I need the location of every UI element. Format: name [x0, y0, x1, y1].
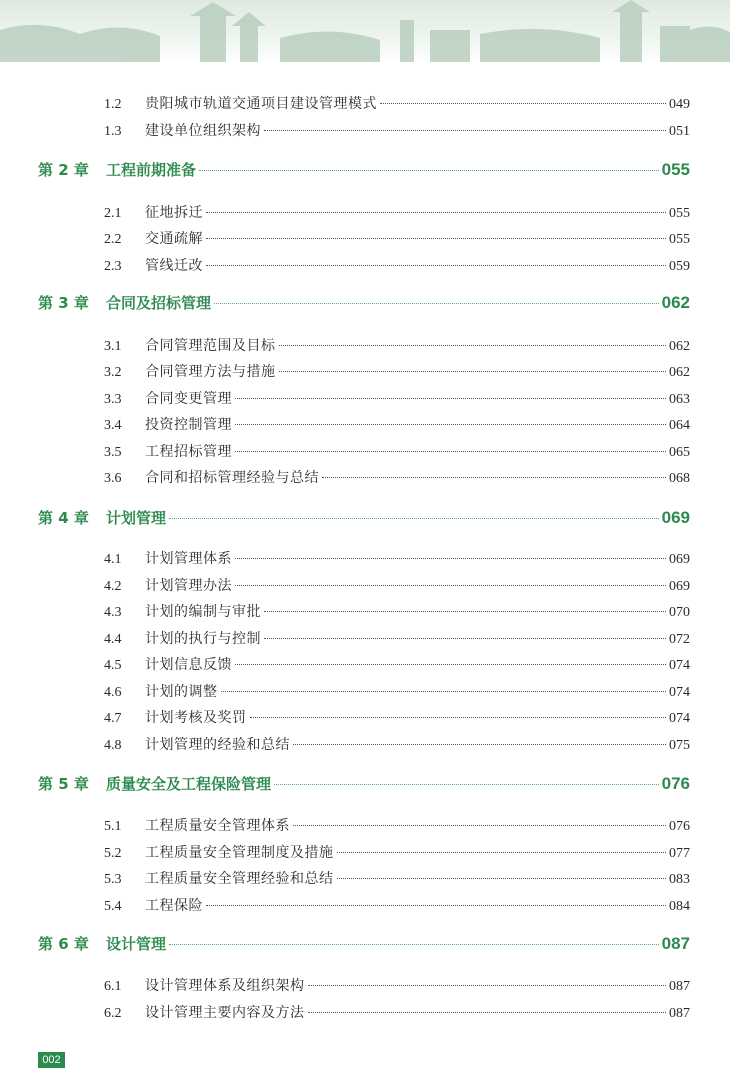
page-number: 077	[669, 846, 690, 861]
dot-leader	[206, 905, 666, 906]
dot-leader	[322, 477, 666, 478]
section-title: 计划管理办法	[145, 578, 232, 594]
page-number: 059	[669, 259, 690, 274]
dot-leader	[293, 744, 666, 745]
page-number: 062	[669, 339, 690, 354]
section-title: 设计管理体系及组织架构	[145, 978, 305, 994]
toc-entry-5-3[interactable]	[104, 868, 690, 888]
chapter-title: 设计管理	[106, 935, 167, 953]
section-number: 4.5	[104, 658, 122, 673]
page-number: 069	[669, 552, 690, 567]
section-title: 征地拆迁	[145, 205, 203, 221]
section-title: 贵阳城市轨道交通项目建设管理模式	[145, 96, 377, 112]
dot-leader	[250, 717, 667, 718]
section-number: 4.6	[104, 685, 122, 700]
section-number: 2.1	[104, 206, 122, 221]
dot-leader	[235, 451, 666, 452]
chapter-page-number: 076	[661, 774, 690, 793]
section-title: 建设单位组织架构	[145, 123, 261, 139]
section-title: 工程招标管理	[145, 444, 232, 460]
chapter-title: 质量安全及工程保险管理	[106, 775, 272, 793]
toc-chapter-4[interactable]	[38, 507, 690, 528]
toc-entry-5-4[interactable]	[104, 895, 690, 915]
section-title: 投资控制管理	[145, 417, 232, 433]
dot-leader	[279, 371, 667, 372]
page-number: 074	[669, 658, 690, 673]
dot-leader	[293, 825, 666, 826]
chapter-page-number: 069	[661, 508, 690, 527]
section-number: 5.3	[104, 872, 122, 887]
footer-page-number: 002	[38, 1052, 65, 1068]
section-title: 计划信息反馈	[145, 657, 232, 673]
section-number: 3.4	[104, 418, 122, 433]
dot-leader	[380, 103, 666, 104]
dot-leader	[235, 664, 666, 665]
chapter-page-number: 087	[661, 934, 690, 953]
chapter-title: 工程前期准备	[106, 161, 197, 179]
section-title: 管线迁改	[145, 258, 203, 274]
toc-chapter-3[interactable]	[38, 292, 690, 313]
section-number: 3.3	[104, 392, 122, 407]
section-title: 合同管理范围及目标	[145, 338, 276, 354]
chapter-label: 第 3 章	[38, 294, 89, 312]
toc-entry-2-1[interactable]	[104, 202, 690, 222]
toc-entry-1-2[interactable]	[104, 93, 690, 113]
toc-entry-2-3[interactable]	[104, 255, 690, 275]
toc-entry-3-3[interactable]	[104, 388, 690, 408]
section-number: 2.2	[104, 232, 122, 247]
dot-leader	[169, 944, 659, 945]
toc-chapter-6[interactable]	[38, 933, 690, 954]
chapter-label: 第 6 章	[38, 935, 89, 953]
toc-entry-5-1[interactable]	[104, 815, 690, 835]
page-number: 051	[669, 124, 690, 139]
dot-leader	[235, 398, 666, 399]
page-number: 070	[669, 605, 690, 620]
page-number: 063	[669, 392, 690, 407]
page-number: 068	[669, 471, 690, 486]
page-number: 049	[669, 97, 690, 112]
toc-entry-4-1[interactable]	[104, 548, 690, 568]
section-number: 2.3	[104, 259, 122, 274]
section-number: 4.3	[104, 605, 122, 620]
section-title: 合同和招标管理经验与总结	[145, 470, 319, 486]
section-number: 3.6	[104, 471, 122, 486]
dot-leader	[264, 130, 666, 131]
section-number: 5.4	[104, 899, 122, 914]
page-number: 064	[669, 418, 690, 433]
toc-entry-6-2[interactable]	[104, 1002, 690, 1022]
section-number: 6.1	[104, 979, 122, 994]
page-number: 087	[669, 979, 690, 994]
section-number: 4.2	[104, 579, 122, 594]
dot-leader	[221, 691, 667, 692]
dot-leader	[206, 265, 666, 266]
section-title: 计划考核及奖罚	[145, 710, 247, 726]
section-number: 1.2	[104, 97, 122, 112]
page-number: 072	[669, 632, 690, 647]
page-number: 074	[669, 711, 690, 726]
section-number: 4.7	[104, 711, 122, 726]
section-number: 3.2	[104, 365, 122, 380]
section-number: 5.1	[104, 819, 122, 834]
section-number: 3.5	[104, 445, 122, 460]
section-title: 工程质量安全管理体系	[145, 818, 290, 834]
dot-leader	[235, 585, 666, 586]
toc-entry-3-5[interactable]	[104, 441, 690, 461]
toc-chapter-2[interactable]	[38, 159, 690, 180]
toc-entry-1-3[interactable]	[104, 120, 690, 140]
section-title: 计划的调整	[145, 684, 218, 700]
toc-entry-4-7[interactable]	[104, 707, 690, 727]
section-title: 交通疏解	[145, 231, 203, 247]
toc-entry-4-3[interactable]	[104, 601, 690, 621]
section-number: 4.4	[104, 632, 122, 647]
page-number: 076	[669, 819, 690, 834]
dot-leader	[308, 985, 667, 986]
page-number: 084	[669, 899, 690, 914]
dot-leader	[235, 424, 666, 425]
dot-leader	[206, 212, 666, 213]
dot-leader	[274, 784, 659, 785]
page-number: 055	[669, 206, 690, 221]
toc-entry-4-2[interactable]	[104, 575, 690, 595]
page-number: 075	[669, 738, 690, 753]
section-number: 4.1	[104, 552, 122, 567]
page-number: 055	[669, 232, 690, 247]
section-title: 设计管理主要内容及方法	[145, 1005, 305, 1021]
dot-leader	[199, 170, 659, 171]
page-number: 062	[669, 365, 690, 380]
page-number: 087	[669, 1006, 690, 1021]
toc-entry-3-6[interactable]	[104, 467, 690, 487]
header-banner-image	[0, 0, 730, 62]
chapter-page-number: 055	[661, 160, 690, 179]
dot-leader	[206, 238, 666, 239]
section-title: 工程质量安全管理经验和总结	[145, 871, 334, 887]
section-title: 工程质量安全管理制度及措施	[145, 845, 334, 861]
page-number: 065	[669, 445, 690, 460]
dot-leader	[279, 345, 667, 346]
dot-leader	[169, 518, 659, 519]
section-number: 3.1	[104, 339, 122, 354]
page-number: 083	[669, 872, 690, 887]
toc-chapter-5[interactable]	[38, 773, 690, 794]
section-title: 计划管理的经验和总结	[145, 737, 290, 753]
section-title: 合同变更管理	[145, 391, 232, 407]
dot-leader	[264, 611, 666, 612]
section-title: 计划的执行与控制	[145, 631, 261, 647]
chapter-label: 第 2 章	[38, 161, 89, 179]
page-number: 069	[669, 579, 690, 594]
section-title: 工程保险	[145, 898, 203, 914]
section-title: 计划的编制与审批	[145, 604, 261, 620]
toc-entry-6-1[interactable]	[104, 975, 690, 995]
toc-entry-3-2[interactable]	[104, 361, 690, 381]
toc-entry-4-8[interactable]	[104, 734, 690, 754]
dot-leader	[235, 558, 666, 559]
section-number: 5.2	[104, 846, 122, 861]
dot-leader	[337, 878, 667, 879]
toc-entry-4-4[interactable]	[104, 628, 690, 648]
chapter-page-number: 062	[661, 293, 690, 312]
section-number: 4.8	[104, 738, 122, 753]
skyline-illustration	[0, 0, 730, 62]
toc-entry-4-5[interactable]	[104, 654, 690, 674]
chapter-label: 第 5 章	[38, 775, 89, 793]
toc-entry-3-4[interactable]	[104, 414, 690, 434]
section-number: 1.3	[104, 124, 122, 139]
page-number: 074	[669, 685, 690, 700]
dot-leader	[308, 1012, 667, 1013]
dot-leader	[214, 303, 659, 304]
toc-entry-4-6[interactable]	[104, 681, 690, 701]
section-title: 合同管理方法与措施	[145, 364, 276, 380]
chapter-title: 合同及招标管理	[106, 294, 212, 312]
section-title: 计划管理体系	[145, 551, 232, 567]
chapter-label: 第 4 章	[38, 509, 89, 527]
section-number: 6.2	[104, 1006, 122, 1021]
toc-entry-5-2[interactable]	[104, 842, 690, 862]
dot-leader	[264, 638, 666, 639]
toc-entry-3-1[interactable]	[104, 335, 690, 355]
dot-leader	[337, 852, 667, 853]
toc-entry-2-2[interactable]	[104, 228, 690, 248]
chapter-title: 计划管理	[106, 509, 167, 527]
